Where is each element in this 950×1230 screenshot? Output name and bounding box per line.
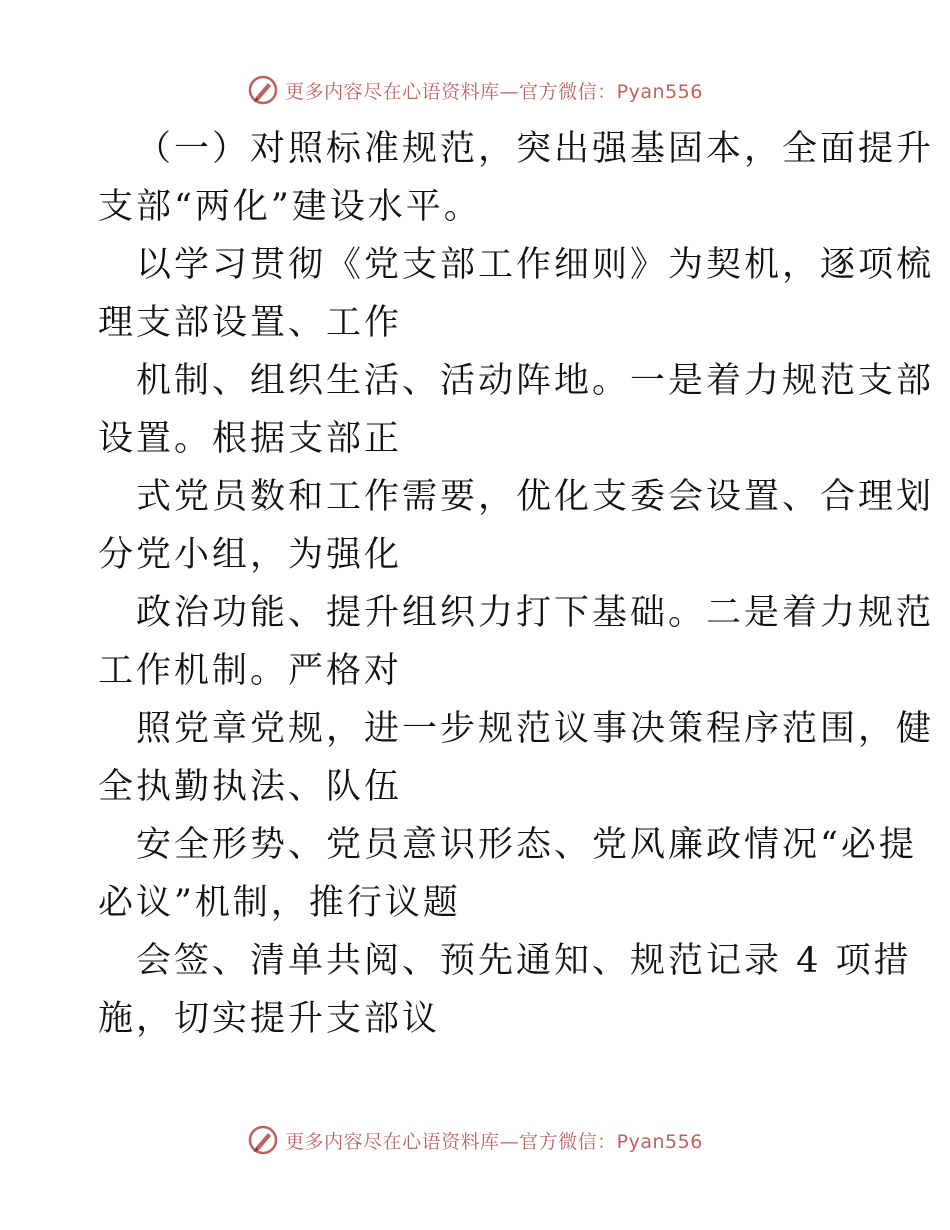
watermark-text: 更多内容尽在心语资料库—官方微信：Pyan556 bbox=[285, 1130, 703, 1153]
paragraph-line: 机制、组织生活、活动阵地。一是着力规范支部 bbox=[136, 361, 935, 401]
watermark-footer bbox=[0, 1122, 950, 1158]
paragraph-line: 施，切实提升支部议 bbox=[98, 999, 441, 1039]
paragraph-line: 设置。根据支部正 bbox=[98, 419, 403, 459]
paragraph-line: 工作机制。严格对 bbox=[98, 651, 403, 691]
paragraph-line: 会签、清单共阅、预先通知、规范记录 4 项措 bbox=[136, 941, 912, 981]
paragraph-line: 必议”机制，推行议题 bbox=[98, 883, 461, 923]
paragraph-line: 全执勤执法、队伍 bbox=[98, 767, 403, 807]
paragraph-line: 政治功能、提升组织力打下基础。二是着力规范 bbox=[136, 593, 935, 633]
paragraph-line: 以学习贯彻《党支部工作细则》为契机，逐项梳 bbox=[136, 245, 935, 285]
pen-logo-icon bbox=[247, 74, 279, 106]
paragraph-line: 照党章党规，进一步规范议事决策程序范围，健 bbox=[136, 709, 935, 749]
paragraph-line: 式党员数和工作需要，优化支委会设置、合理划 bbox=[136, 477, 935, 517]
paragraph-line: 支部“两化”建设水平。 bbox=[98, 187, 482, 227]
watermark-header bbox=[0, 72, 950, 108]
pen-logo-icon bbox=[247, 1124, 279, 1156]
paragraph-line: 安全形势、党员意识形态、党风廉政情况“必提 bbox=[136, 825, 917, 865]
watermark-text: 更多内容尽在心语资料库—官方微信：Pyan556 bbox=[285, 80, 703, 103]
paragraph-line: 理支部设置、工作 bbox=[98, 303, 403, 343]
document-body bbox=[98, 120, 935, 1048]
paragraph-line: 分党小组，为强化 bbox=[98, 535, 403, 575]
paragraph-line: （一）对照标准规范，突出强基固本，全面提升 bbox=[136, 129, 935, 169]
